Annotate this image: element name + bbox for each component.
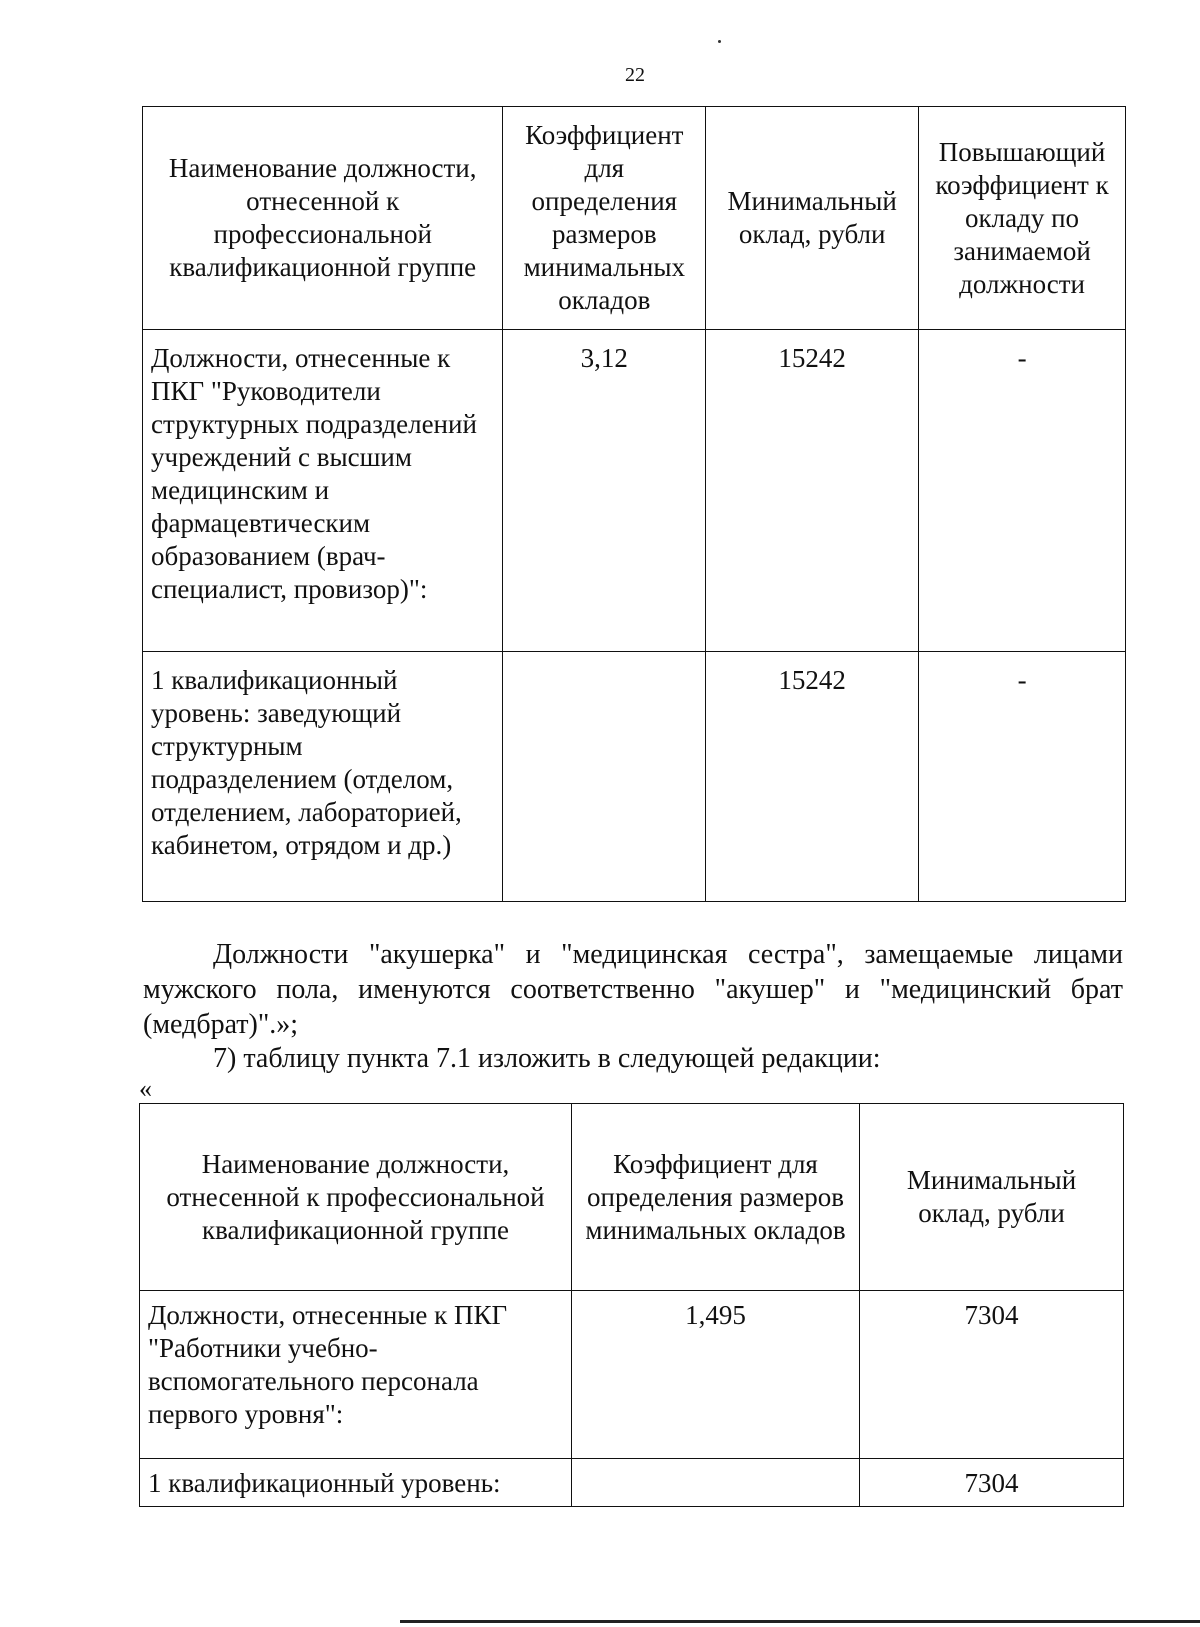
paragraph-table-amendment: 7) таблицу пункта 7.1 изложить в следующей редакции: [213, 1043, 881, 1074]
table-row [143, 330, 1126, 652]
cell-coefficient [572, 1459, 860, 1507]
cell-position-name: 1 квалификационный уровень: заведующий структурным подразделением (отделом, отделением, лабораторией, кабинетом, отрядом и др.) [143, 652, 503, 902]
header-raise-coefficient: Повышающий коэффициент к окладу по занимаемой должности [919, 107, 1126, 330]
cell-coefficient: 3,12 [503, 330, 706, 652]
header-position-name: Наименование должности, отнесенной к профессиональной квалификационной группе [143, 107, 503, 330]
cell-coefficient [503, 652, 706, 902]
table-header-row [143, 107, 1126, 330]
header-coefficient: Коэффициент для определения размеров минимальных окладов [503, 107, 706, 330]
table-row [140, 1459, 1124, 1507]
salary-table-2 [139, 1103, 1124, 1507]
table-row [143, 652, 1126, 902]
cell-position-name: Должности, отнесенные к ПКГ "Работники учебно-вспомогательного персонала первого уровня": [140, 1291, 572, 1459]
paragraph-male-titles: Должности "акушерка" и "медицинская сестра", замещаемые лицами мужского пола, именуются соответственно "акушер" и "медицинский брат (медбрат)".»; [143, 939, 1123, 1040]
cell-min-salary: 7304 [860, 1459, 1124, 1507]
cell-raise-coefficient: - [919, 330, 1126, 652]
header-min-salary: Минимальный оклад, рубли [860, 1104, 1124, 1291]
cell-min-salary: 15242 [706, 652, 919, 902]
table-row [140, 1291, 1124, 1459]
page-number: 22 [625, 64, 645, 86]
cell-min-salary: 15242 [706, 330, 919, 652]
scan-speck [718, 40, 721, 43]
cell-coefficient: 1,495 [572, 1291, 860, 1459]
scan-edge-line [400, 1620, 1200, 1623]
header-min-salary: Минимальный оклад, рубли [706, 107, 919, 330]
cell-raise-coefficient: - [919, 652, 1126, 902]
cell-position-name: 1 квалификационный уровень: [140, 1459, 572, 1507]
header-coefficient: Коэффициент для определения размеров минимальных окладов [572, 1104, 860, 1291]
salary-table-1 [142, 106, 1126, 902]
cell-position-name: Должности, отнесенные к ПКГ "Руководители структурных подразделений учреждений с высшим медицинским и фармацевтическим образованием (врач-специалист, провизор)": [143, 330, 503, 652]
header-position-name: Наименование должности, отнесенной к профессиональной квалификационной группе [140, 1104, 572, 1291]
cell-min-salary: 7304 [860, 1291, 1124, 1459]
opening-quote-mark: « [139, 1074, 152, 1103]
table-header-row [140, 1104, 1124, 1291]
